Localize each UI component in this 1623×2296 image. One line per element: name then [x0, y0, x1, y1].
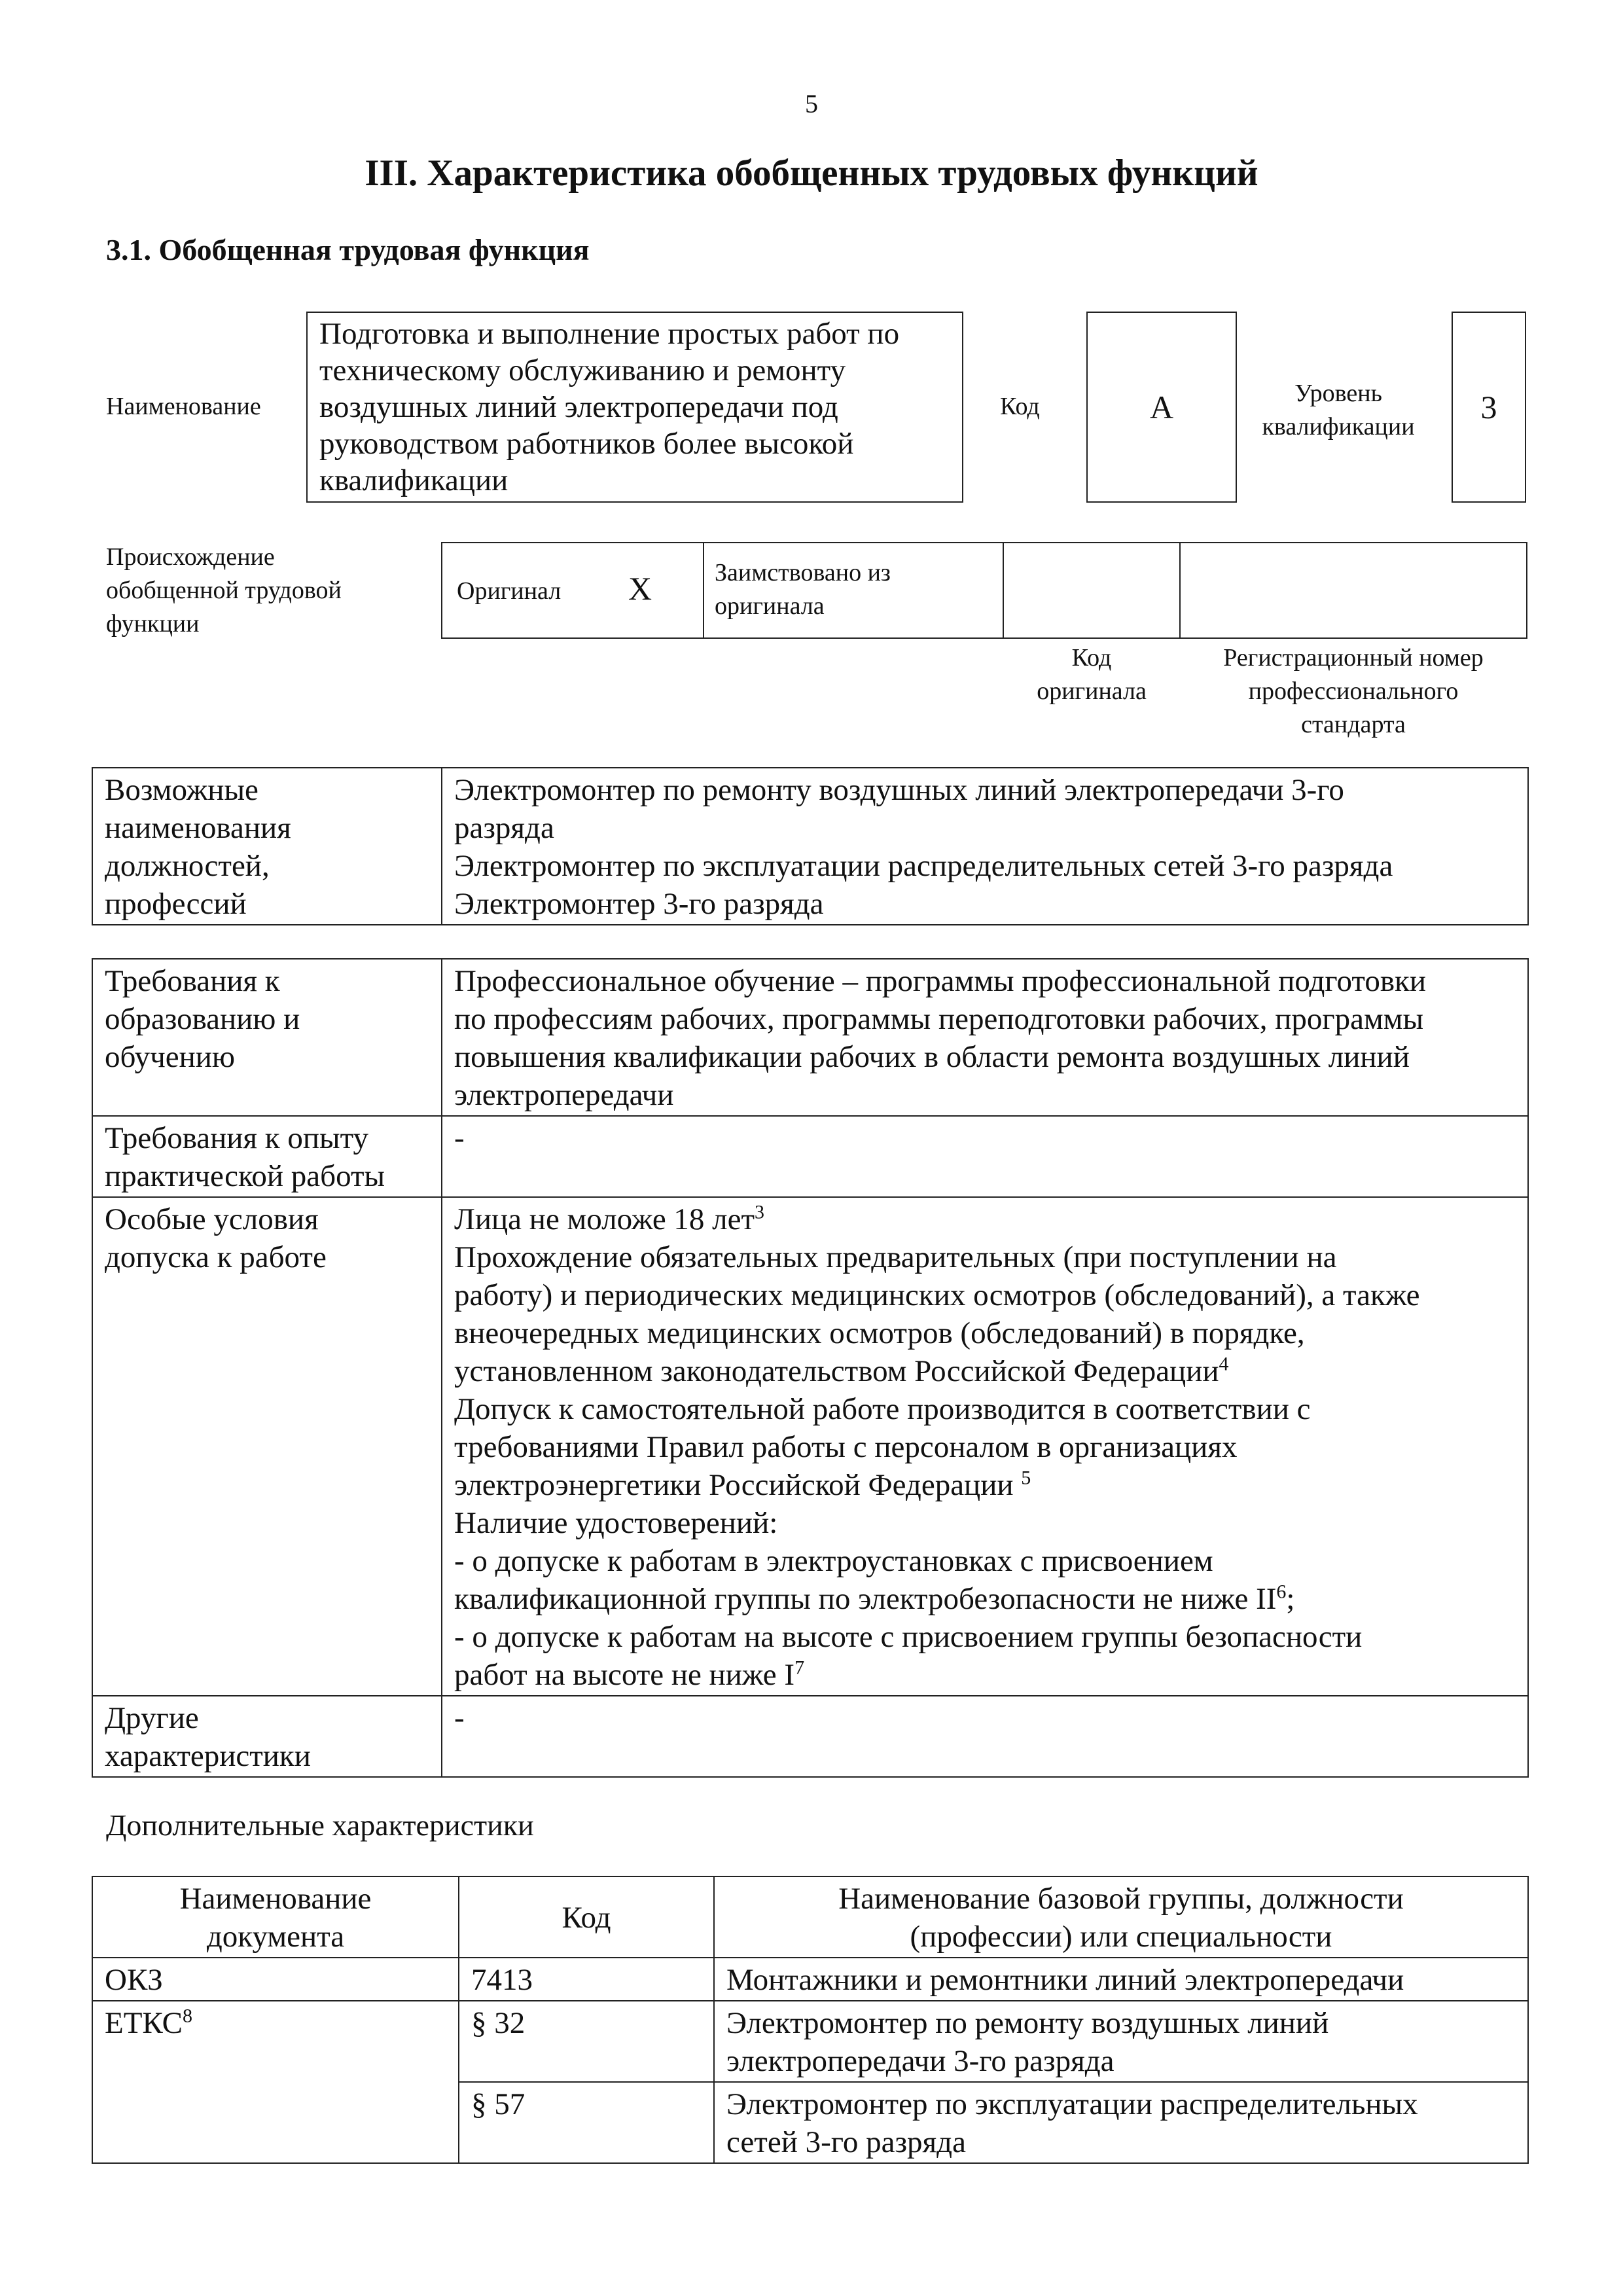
page-number: 5 [805, 89, 818, 118]
caption-line: Код [1071, 644, 1112, 672]
original-code-caption [1003, 641, 1181, 708]
caption-line: стандарта [1301, 711, 1406, 738]
name-cell [714, 1958, 1528, 2001]
column-header-document [92, 1876, 459, 1958]
name-line: электропередачи 3-го разряда [726, 2044, 1115, 2078]
caption-line: оригинала [1037, 677, 1147, 705]
code-cell: 7413 [459, 1958, 714, 2001]
value-line: требованиями Правил работы с персоналом в организациях [454, 1430, 1238, 1464]
name-line: сетей 3-го разряда [726, 2125, 966, 2159]
table-header-row [92, 1876, 1528, 1958]
positions-table [92, 767, 1529, 925]
value-line: Электромонтер 3-го разряда [454, 887, 824, 921]
function-name-line: Подготовка и выполнение простых работ по [319, 317, 900, 351]
value-line [454, 1352, 1516, 1390]
value-line: внеочередных медицинских осмотров (обследований) в порядке, [454, 1316, 1305, 1350]
cert2-text: работ на высоте не ниже I [454, 1658, 795, 1692]
value-line: Прохождение обязательных предварительных (при поступлении на [454, 1240, 1337, 1274]
value-line: по профессиям рабочих, программы переподготовки рабочих, программы [454, 1002, 1424, 1036]
other-value: - [442, 1696, 1528, 1777]
level-label-line: квалификации [1262, 413, 1415, 440]
additional-table [92, 1876, 1529, 2164]
footnote-ref: 5 [1021, 1467, 1031, 1489]
name-cell [714, 2001, 1528, 2082]
function-name-line: техническому обслуживанию и ремонту [319, 353, 846, 387]
borrowed-label-line: Заимствовано из [715, 559, 891, 586]
label-line: Возможные [105, 773, 259, 807]
special-conditions-value [442, 1197, 1528, 1696]
original-mark: Х [628, 570, 652, 607]
value-line: повышения квалификации рабочих в области ремонта воздушных линий [454, 1040, 1410, 1074]
education-label [92, 959, 442, 1116]
column-header-name [714, 1876, 1528, 1958]
footnote-ref: 4 [1219, 1353, 1229, 1375]
column-header-code: Код [459, 1876, 714, 1958]
value-line: Наличие удостоверений: [454, 1506, 778, 1540]
admission-text: электроэнергетики Российской Федерации [454, 1468, 1022, 1502]
name-line: Электромонтер по эксплуатации распределительных [726, 2087, 1418, 2121]
name-line: Монтажники и ремонтники линий электропередачи [726, 1963, 1404, 1997]
function-name-box [306, 312, 963, 503]
table-row [92, 1116, 1528, 1197]
other-label [92, 1696, 442, 1777]
label-line: характеристики [105, 1739, 311, 1773]
name-cell [714, 2082, 1528, 2163]
subsection-title: 3.1. Обобщенная трудовая функция [106, 233, 590, 266]
name-label: Наименование [106, 393, 261, 420]
footnote-ref: 6 [1276, 1581, 1287, 1603]
name-line: Электромонтер по ремонту воздушных линий [726, 2006, 1329, 2040]
requirements-table [92, 958, 1529, 1778]
origin-label-line: обобщенной трудовой [106, 577, 342, 604]
value-line: Электромонтер по ремонту воздушных линий электропередачи 3-го [454, 773, 1344, 807]
label-line: наименования [105, 811, 291, 845]
label-line: обучению [105, 1040, 236, 1074]
footnote-ref: 7 [794, 1657, 805, 1679]
value-line: работу) и периодических медицинских осмотров (обследований), а также [454, 1278, 1420, 1312]
label-line: должностей, [105, 849, 270, 883]
value-line [454, 1466, 1516, 1504]
medical-text: установленном законодательством Российской Федерации [454, 1354, 1219, 1388]
label-line: Особые условия [105, 1202, 319, 1236]
table-row [92, 768, 1528, 925]
special-conditions-label [92, 1197, 442, 1696]
caption-line: Регистрационный номер [1223, 644, 1484, 672]
value-line [454, 1656, 1516, 1694]
value-line: - о допуске к работам на высоте с присвоением группы безопасности [454, 1620, 1363, 1654]
table-row [92, 1696, 1528, 1777]
header-line: документа [206, 1920, 345, 1954]
value-line: разряда [454, 811, 554, 845]
origin-label [106, 541, 342, 641]
code-cell: § 32 [459, 2001, 714, 2082]
borrowed-label-line: оригинала [715, 592, 825, 620]
header-line: (профессии) или специальности [910, 1920, 1332, 1954]
table-row [92, 959, 1528, 1116]
document-text: ЕТКС [105, 2006, 183, 2040]
code-label: Код [1000, 393, 1040, 420]
level-value: 3 [1452, 312, 1526, 503]
education-value [442, 959, 1528, 1116]
age-text: Лица не моложе 18 лет [454, 1202, 755, 1236]
footnote-ref: 3 [755, 1201, 765, 1223]
value-line [454, 1580, 1516, 1618]
label-line: образованию и [105, 1002, 300, 1036]
label-line: профессий [105, 887, 247, 921]
table-row [92, 2001, 1528, 2082]
level-label-line: Уровень [1294, 380, 1382, 407]
function-name-text [319, 315, 950, 499]
function-name-line: воздушных линий электропередачи под [319, 390, 838, 424]
experience-label [92, 1116, 442, 1197]
cert1-text: квалификационной группы по электробезопасности не ниже II [454, 1582, 1277, 1616]
footnote-ref: 8 [182, 2005, 192, 2027]
positions-value [442, 768, 1528, 925]
label-line: Требования к [105, 964, 280, 998]
function-name-line: квалификации [319, 463, 508, 497]
document-cell [92, 2001, 459, 2163]
level-label [1243, 377, 1433, 444]
function-name-line: руководством работников более высокой [319, 427, 854, 461]
code-cell: § 57 [459, 2082, 714, 2163]
registration-number-cell [1179, 542, 1527, 639]
label-line: практической работы [105, 1159, 385, 1193]
experience-value: - [442, 1116, 1528, 1197]
header-line: Наименование [179, 1882, 372, 1916]
value-line: - о допуске к работам в электроустановках с присвоением [454, 1544, 1213, 1578]
origin-label-line: Происхождение [106, 543, 275, 571]
original-cell [441, 542, 704, 639]
code-value: А [1086, 312, 1237, 503]
table-row [92, 1958, 1528, 2001]
additional-title: Дополнительные характеристики [106, 1808, 534, 1842]
label-line: Другие [105, 1701, 199, 1735]
document-cell: ОКЗ [92, 1958, 459, 2001]
origin-label-line: функции [106, 610, 200, 637]
positions-label [92, 768, 442, 925]
label-line: Требования к опыту [105, 1121, 369, 1155]
registration-number-caption [1179, 641, 1527, 742]
label-line: допуска к работе [105, 1240, 327, 1274]
header-line: Наименование базовой группы, должности [838, 1882, 1404, 1916]
caption-line: профессионального [1248, 677, 1459, 705]
borrowed-cell [703, 542, 1004, 639]
original-code-cell [1003, 542, 1181, 639]
value-line: Профессиональное обучение – программы профессиональной подготовки [454, 964, 1427, 998]
value-line [454, 1200, 1516, 1238]
value-line: Допуск к самостоятельной работе производится в соответствии с [454, 1392, 1311, 1426]
original-label: Оригинал [457, 577, 562, 605]
value-line: Электромонтер по эксплуатации распределительных сетей 3-го разряда [454, 849, 1393, 883]
cert1-end: ; [1286, 1582, 1295, 1616]
value-line: электропередачи [454, 1078, 674, 1112]
table-row [92, 1197, 1528, 1696]
section-title: III. Характеристика обобщенных трудовых функций [365, 152, 1258, 194]
